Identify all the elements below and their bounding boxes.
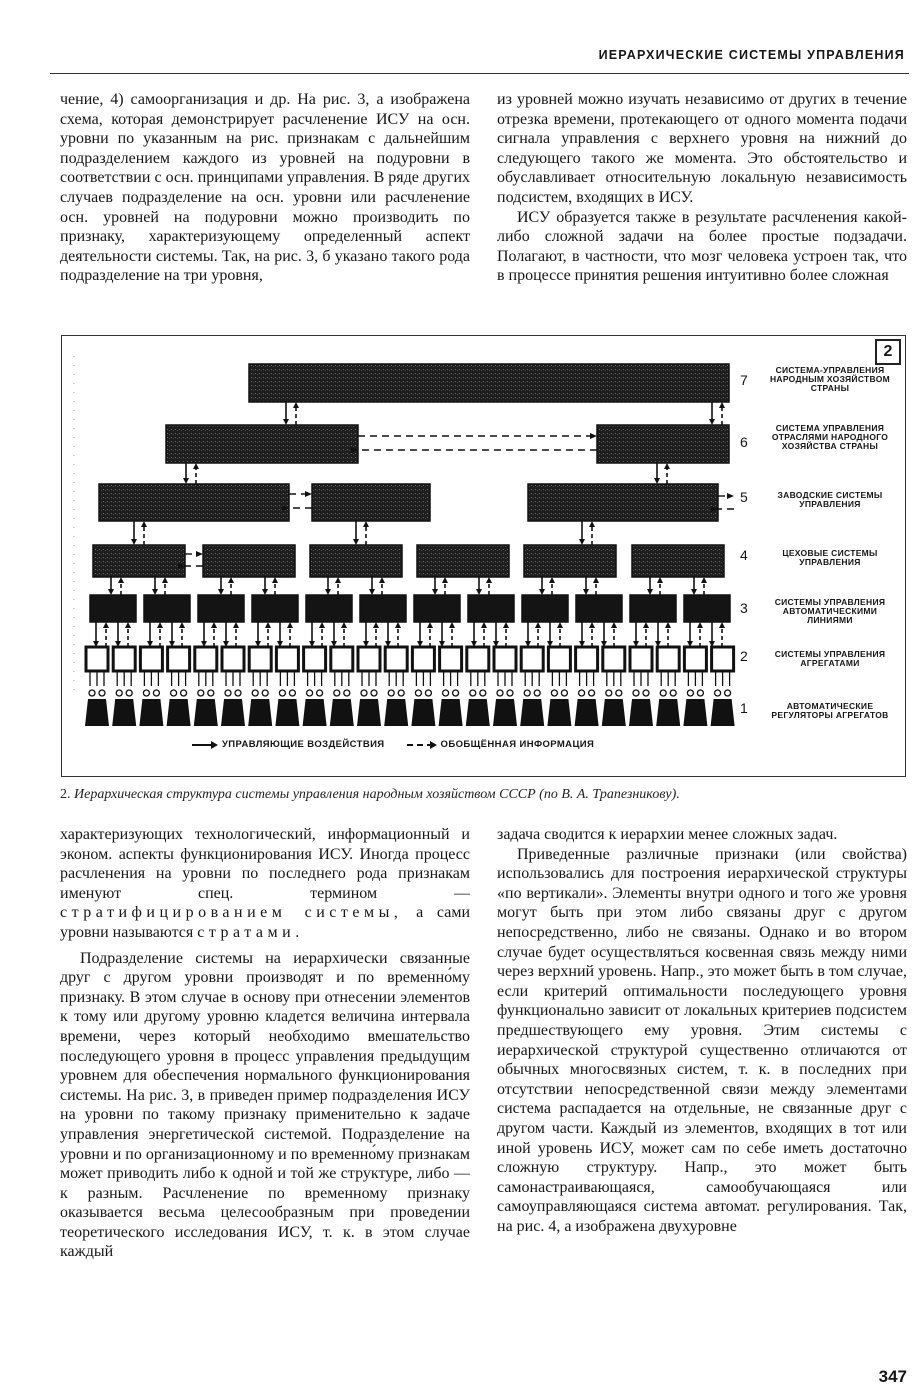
diagram-legend [192, 739, 594, 750]
level-label-2: 2 СИСТЕМЫ УПРАВЛЕНИЯ АГРЕГАТАМИ [740, 648, 886, 668]
figure-caption: 2. Иерархическая структура системы управления народным хозяйством СССР (по В. А. Трапезникову). [60, 787, 680, 802]
running-head: ИЕРАРХИЧЕСКИЕ СИСТЕМЫ УПРАВЛЕНИЯ [598, 48, 905, 62]
caption-text: Иерархическая структура системы управления народным хозяйством СССР (по В. А. Трапезникову). [74, 787, 680, 802]
level-label-4: 4 ЦЕХОВЫЕ СИСТЕМЫ УПРАВЛЕНИЯ [740, 547, 878, 567]
paragraph: ИСУ образуется также в результате расчленения какой-либо сложной задачи на более простые подзадачи. Полагают, в частности, что мозг человека устроен так, что в процессе принятия решения интуитивно более сложная [497, 208, 907, 285]
solid-arrow-icon [192, 741, 218, 749]
paragraph: задача сводится к иерархии менее сложных задач. [497, 826, 838, 843]
level-label-6: 6 СИСТЕМА УПРАВЛЕНИЯ ОТРАСЛЯМИ НАРОДНОГО ХОЗЯЙСТВА СТРАНЫ [740, 423, 889, 451]
paragraph: Подразделение системы на иерархически связанные друг с другом уровни производят и по временно́му признаку. В этом случае в основу при отнесении элементов к тому или другому уровню кладется величина интервала времени, через который необходимо вмешательство последующего уровня в процесс управления предыдущим уровнем для обеспечения нормального функционирования системы. На рис. 3, в приведен пример подразделения ИСУ на уровни по такому признаку применительно к задаче управления энергетической системой. Подразделение на уровни и по организационному и по временно́му признакам может приводить либо к одной и той же структуре, либо — к разным. Расчленение по временному признаку оказывается весьма целесообразным при проведении теоретического исследования ИСУ, т. к. в этом случае каждый [60, 949, 470, 1261]
level-label-7: 7 СИСТЕМА-УПРАВЛЕНИЯ НАРОДНЫМ ХОЗЯЙСТВОМ СТРАНЫ [740, 365, 891, 393]
level-label-3: 3 СИСТЕМЫ УПРАВЛЕНИЯ АВТОМАТИЧЕСКИМИ ЛИНИЯМИ [740, 597, 886, 625]
term-strata: стратами. [197, 923, 304, 941]
paragraph: из уровней можно изучать независимо от других в течение отрезка времени, протекающего от одного момента подачи сигнала управления с верхнего уровня на нижний до следующего такого же момента. Это обстоятельство и обуславливает относительную локальную независимость подсистем, входящих в ИСУ. [497, 91, 907, 206]
header-rule [50, 73, 909, 74]
column-right-top [497, 90, 907, 286]
dashed-arrow-icon [407, 741, 437, 749]
level-label-1: 1 АВТОМАТИЧЕСКИЕ РЕГУЛЯТОРЫ АГРЕГАТОВ [740, 700, 889, 720]
figure-number-box: 2 [875, 339, 901, 365]
level-label-5: 5 ЗАВОДСКИЕ СИСТЕМЫ УПРАВЛЕНИЯ [740, 489, 883, 509]
legend-dashed: ОБОБЩЁННАЯ ИНФОРМАЦИЯ [407, 739, 595, 750]
hierarchy-diagram [61, 335, 906, 777]
page-number: 347 [878, 1367, 907, 1386]
paragraph: чение, 4) самоорганизация и др. На рис. 3, а изображена схема, которая демонстрирует расчленение ИСУ на осн. уровни по указанным на рис. признакам с дальнейшим подразделением каждого из уровней на подуровни в соответствии с осн. принципами управления. В ряде других случаев подразделение на осн. уровни или расчленение осн. уровней на подуровни можно производить по признаку, характеризующему определенный аспект деятельности системы. Так, на рис. 3, б указано такого рода подразделение на три уровня, [60, 91, 470, 285]
paragraph: характеризующих технологический, информационный и эконом. аспекты функционирования ИСУ. Иногда процесс расчленения на уровни по последнего рода признакам именуют спец. термином — стратифицированием системы, а сами уровни называются стратами. [60, 826, 471, 941]
column-left-top [60, 90, 470, 286]
legend-solid: УПРАВЛЯЮЩИЕ ВОЗДЕЙСТВИЯ [192, 739, 385, 750]
paragraph: Приведенные различные признаки (или свойства) использовались для построения иерархической структуры «по вертикали». Элементы внутри одного и того же уровня могут быть при этом либо связаны друг с другом непосредственно, либо не связаны. Однако и во втором случае будет осуществляться косвенная связь между ними через верхний уровень. Напр., это может быть в том случае, если критерий оптимальности последующего уровня функционально зависит от локальных критериев подсистем предшествующего ему уровня. Этим системы с иерархической структурой существенно отличаются от обычных многосвязных систем, т. к. в последних при отсутствии непосредственной связи между элементами система распадается на отдельные, не связанные друг с другом части. Каждый из элементов, входящих в тот или иной уровень ИСУ, может сам по себе иметь достаточно сложную структуру. Напр., это может быть самонастраивающаяся, самообучающаяся или самоуправляющаяся система автомат. регулирования. Так, на рис. 4, а изображена двухуровне [497, 845, 907, 1235]
column-right-bottom [497, 825, 907, 1236]
term-stratification: стратифицированием системы, [60, 904, 403, 922]
column-left-bottom [60, 825, 470, 1262]
